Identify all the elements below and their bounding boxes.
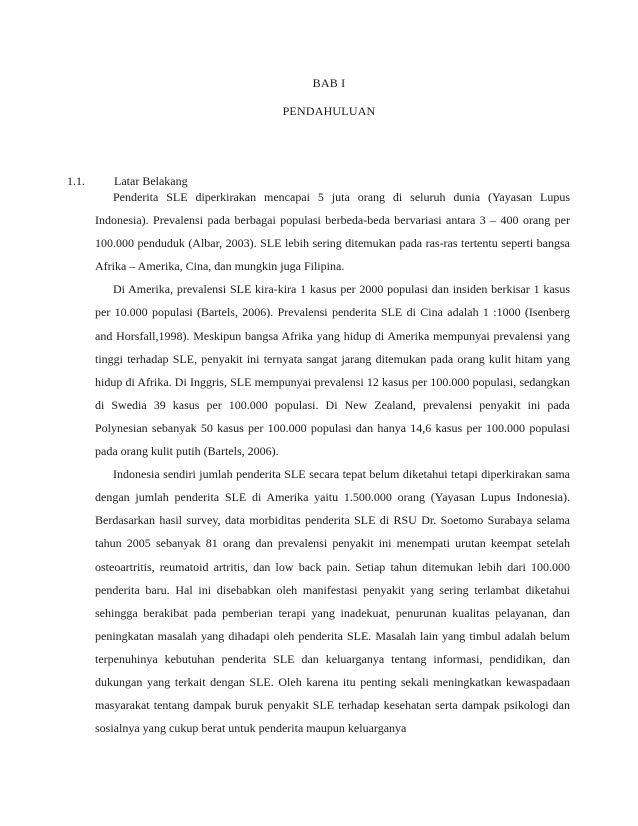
section-number: 1.1. [67, 174, 85, 188]
chapter-title: PENDAHULUAN [282, 104, 376, 118]
section-title: Latar Belakang [114, 174, 188, 188]
paragraph: Indonesia sendiri jumlah penderita SLE secara tepat belum diketahui tetapi diperkirakan sama dengan jumlah penderita SLE di Amerika yaitu 1.500.000 orang (Yayasan Lupus Indonesia). Berdasarkan hasil survey, data morbiditas penderita SLE di RSU Dr. Soetomo Surabaya selama tahun 2005 sebanyak 81 orang dan prevalensi penyakit ini menempati urutan keempat setelah osteoartritis, reumatoid artritis, dan low back pain. Setiap tahun ditemukan lebih dari 100.000 penderita baru. Hal ini disebabkan oleh manifestasi penyakit yang sering terlambat diketahui sehingga berakibat pada pemberian terapi yang inadekuat, penurunan kualitas pelayanan, dan peningkatan masalah yang dihadapi oleh penderita SLE. Masalah lain yang timbul adalah belum terpenuhinya kebutuhan penderita SLE dan keluarganya tentang informasi, pendidikan, dan dukungan yang terkait dengan SLE. Oleh karena itu penting sekali meningkatkan kewaspadaan masyarakat tentang dampak buruk penyakit SLE terhadap kesehatan serta dampak psikologi dan sosialnya yang cukup berat untuk penderita maupun keluarganya [95, 467, 570, 736]
paragraph: Di Amerika, prevalensi SLE kira-kira 1 kasus per 2000 populasi dan insiden berkisar 1 kasus per 10.000 populasi (Bartels, 2006). Prevalensi penderita SLE di Cina adalah 1 :1000 (Isenberg and Horsfall,1998). Meskipun bangsa Afrika yang hidup di Amerika mempunyai prevalensi yang tinggi terhadap SLE, penyakit ini ternyata sangat jarang ditemukan pada orang kulit hitam yang hidup di Afrika. Di Inggris, SLE mempunyai prevalensi 12 kasus per 100.000 populasi, sedangkan di Swedia 39 kasus per 100.000 populasi. Di New Zealand, prevalensi penyakit ini pada Polynesian sebanyak 50 kasus per 100.000 populasi dan hanya 14,6 kasus per 100.000 populasi pada orang kulit putih (Bartels, 2006). [95, 282, 570, 459]
paragraph: Penderita SLE diperkirakan mencapai 5 juta orang di seluruh dunia (Yayasan Lupus Indonesia). Prevalensi pada berbagai populasi berbeda-beda bervariasi antara 3 – 400 orang per 100.000 penduduk (Albar, 2003). SLE lebih sering ditemukan pada ras-ras tertentu seperti bangsa Afrika – Amerika, Cina, dan mungkin juga Filipina. [95, 190, 570, 274]
chapter-label: BAB I [312, 76, 346, 90]
section-body [95, 186, 570, 740]
